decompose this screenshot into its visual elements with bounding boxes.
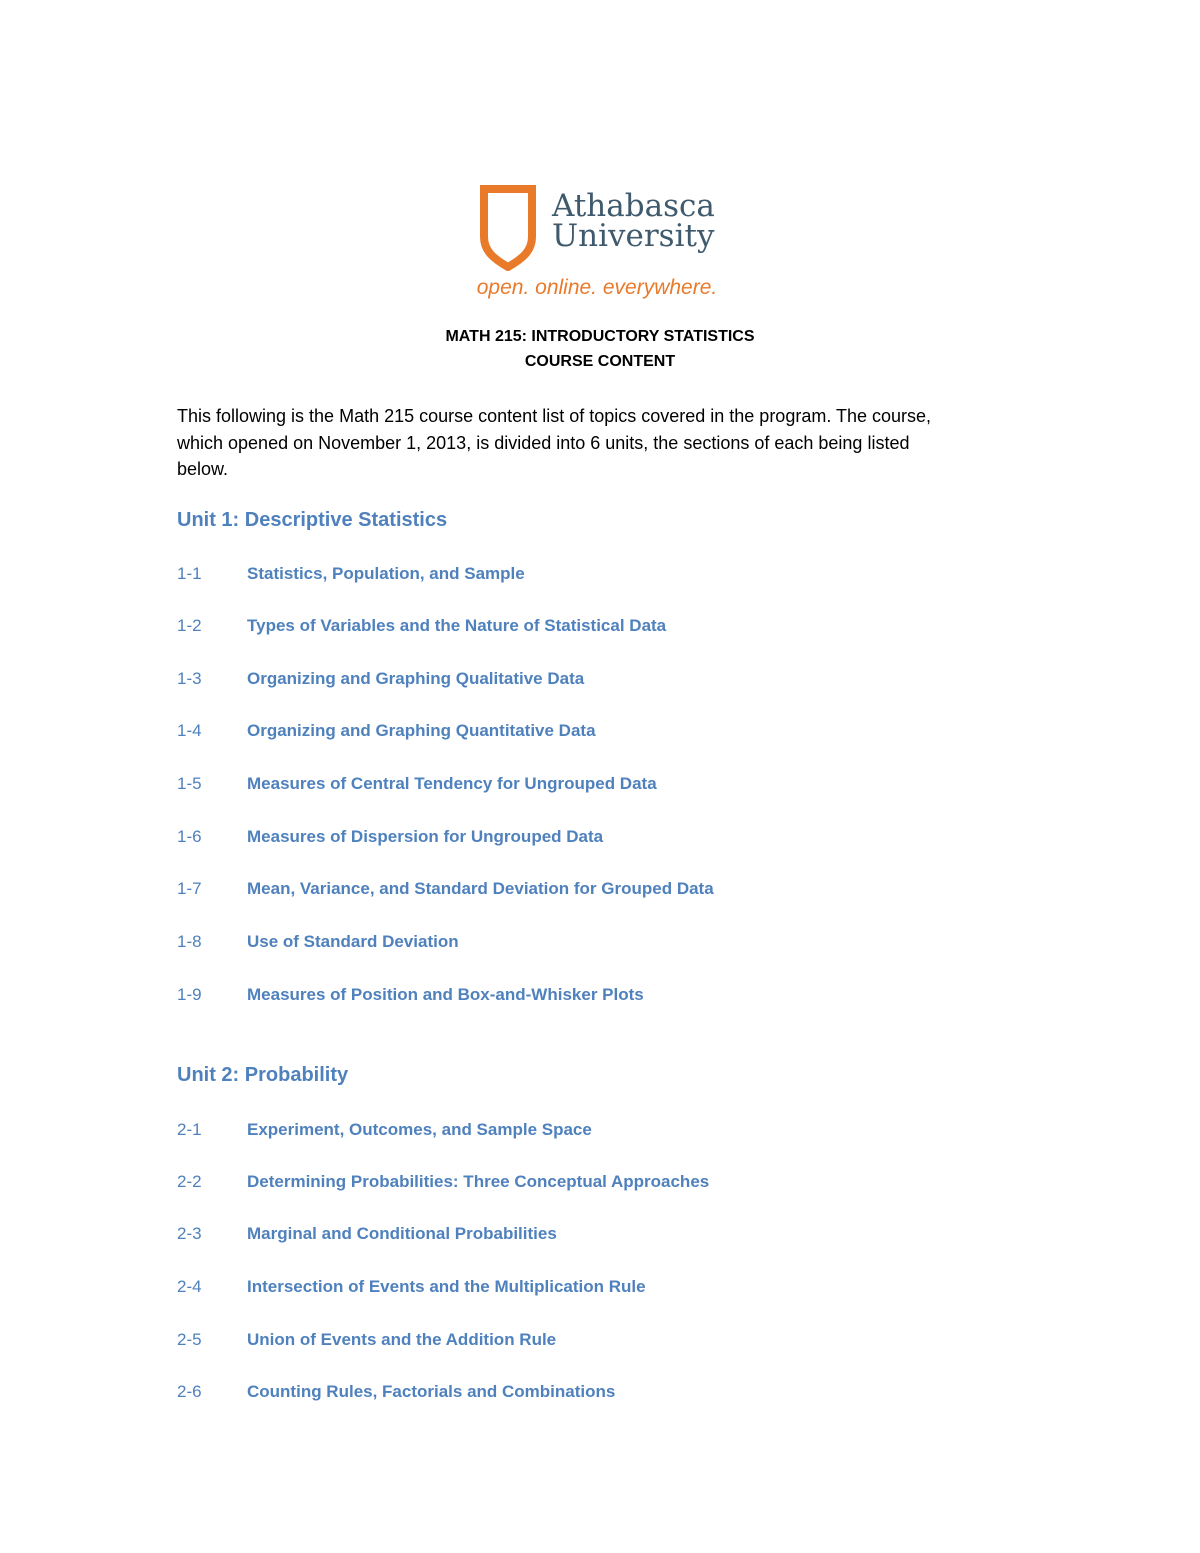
athabasca-university-logo	[476, 183, 736, 305]
intro-paragraph	[177, 403, 1017, 483]
section-title: Measures of Position and Box-and-Whisker Plots	[247, 985, 644, 1004]
section-title: Experiment, Outcomes, and Sample Space	[247, 1120, 592, 1139]
section-title: Types of Variables and the Nature of Statistical Data	[247, 616, 667, 635]
logo-name-line2: University	[552, 218, 715, 254]
section-title: Intersection of Events and the Multiplication Rule	[247, 1277, 646, 1296]
section-title: Use of Standard Deviation	[247, 932, 459, 951]
logo-name-line1: Athabasca	[552, 188, 715, 224]
section-title: Statistics, Population, and Sample	[247, 564, 525, 583]
section-number: 2-3	[177, 1224, 202, 1243]
document-subtitle: COURSE CONTENT	[524, 353, 676, 370]
document-title: MATH 215: INTRODUCTORY STATISTICS	[445, 328, 755, 345]
section-number: 1-7	[177, 879, 202, 898]
section-number: 1-9	[177, 985, 202, 1004]
section-number: 2-4	[177, 1277, 202, 1296]
intro-line: This following is the Math 215 course content list of topics covered in the program. The course,	[177, 406, 932, 426]
section-number: 1-3	[177, 669, 202, 688]
unit-heading: Unit 2: Probability	[177, 1064, 349, 1086]
unit-heading: Unit 1: Descriptive Statistics	[177, 509, 448, 531]
section-title: Measures of Dispersion for Ungrouped Data	[247, 827, 604, 846]
section-number: 1-4	[177, 721, 202, 740]
section-number: 1-2	[177, 616, 202, 635]
section-title: Determining Probabilities: Three Conceptual Approaches	[247, 1172, 710, 1191]
intro-line: which opened on November 1, 2013, is divided into 6 units, the sections of each being listed	[177, 432, 910, 453]
section-title: Organizing and Graphing Quantitative Data	[247, 721, 596, 740]
shield-icon	[478, 185, 538, 271]
section-number: 1-6	[177, 827, 202, 846]
section-number: 2-2	[177, 1172, 202, 1191]
section-number: 1-5	[177, 774, 202, 793]
section-title: Organizing and Graphing Qualitative Data	[247, 669, 585, 688]
section-title: Measures of Central Tendency for Ungrouped Data	[247, 774, 657, 793]
section-number: 1-8	[177, 932, 202, 951]
section-title: Mean, Variance, and Standard Deviation for Grouped Data	[247, 879, 714, 898]
section-title: Marginal and Conditional Probabilities	[247, 1224, 557, 1243]
intro-line: below.	[177, 459, 229, 479]
section-number: 2-6	[177, 1382, 202, 1401]
section-number: 1-1	[177, 564, 202, 583]
logo-tagline: open. online. everywhere.	[476, 276, 718, 299]
section-number: 2-1	[177, 1120, 202, 1139]
section-number: 2-5	[177, 1330, 202, 1349]
section-title: Counting Rules, Factorials and Combinations	[247, 1382, 616, 1401]
section-title: Union of Events and the Addition Rule	[247, 1330, 557, 1349]
